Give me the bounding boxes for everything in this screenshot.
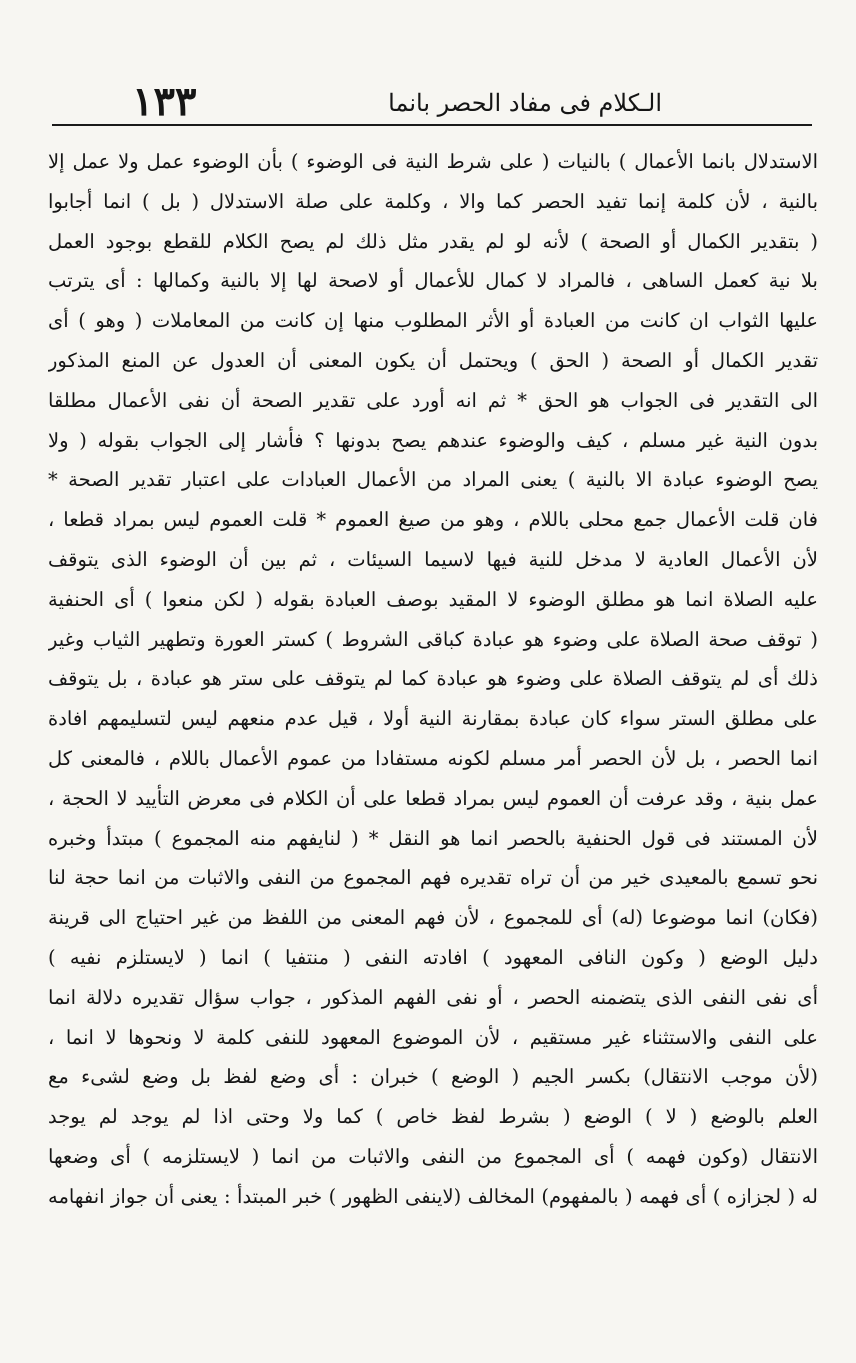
text-line-13: ( توقف صحة الصلاة على وضوء هو عبادة كباقى الشروط ) كستر العورة وتطهير الثياب وغير [48, 627, 818, 651]
text-line-27: له ( لجزازه ) أى فهمه ( بالمفهوم) المخالف (لاينفى الظهور ) خبر المبتدأ : يعنى أن جواز انفهامه [48, 1184, 818, 1208]
text-line-4: بلا نية كعمل الساهى ، فالمراد لا كمال للأعمال أو لاصحة لها إلا بالنية وكمالها : أى يترتب [48, 269, 818, 293]
text-line-15: على مطلق الستر سواء كان عبادة بمقارنة النية أولا ، قيل عدم منعهم ليس لتسليمهم افادة [48, 707, 818, 731]
text-line-21: دليل الوضع ( وكون النافى المعهود ) افادته النفى ( منتفيا ) انما ( لايستلزم نفيه ) [48, 945, 818, 969]
text-line-16: انما الحصر ، بل لأن الحصر أمر مسلم لكونه مستفادا من عموم الأعمال باللام ، فالمعنى كل [48, 746, 818, 770]
text-line-17: عمل بنية ، وقد عرفت أن العموم ليس بمراد قطعا على أن الكلام فى معرض التأييد لا الحجة ، [48, 786, 818, 810]
text-line-7: الى التقدير فى الجواب هو الحق * ثم انه أورد على تقدير الصحة أن نفى الأعمال مطلقا [48, 388, 818, 412]
text-line-9: يصح الوضوء عبادة الا بالنية ) يعنى المراد من الأعمال العبادات على اعتبار تقدير الصحة * [48, 468, 818, 492]
text-line-1: الاستدلال بانما الأعمال ) بالنيات ( على شرط النية فى الوضوء ) بأن الوضوء عمل ولا عمل إلا [48, 150, 818, 173]
text-line-25: العلم بالوضع ( لا ) الوضع ( بشرط لفظ خاص ) كما ولا وحتى اذا لم يوجد لم يوجد [48, 1105, 818, 1129]
text-line-12: عليه الصلاة انما هو مطلق الوضوء لا المقيد بوصف العبادة بقوله ( لكن منعوا ) أى الحنفية [48, 587, 818, 611]
text-line-19: نحو تسمع بالمعيدى خير من أن تراه تقديره فهم المجموع من النفى والاثبات من انما حجة لنا [48, 866, 818, 890]
text-line-26: الانتقال (وكون فهمه ) أى المجموع من النفى والاثبات من انما ( لايستلزمه ) أى وضعها [48, 1144, 818, 1168]
text-line-10: فان قلت الأعمال جمع محلى باللام ، وهو من صيغ العموم * قلت العموم ليس بمراد قطعا ، [48, 508, 818, 532]
text-line-6: تقدير الكمال أو الصحة ( الحق ) ويحتمل أن يكون المعنى أن العدول عن المنع المذكور [48, 348, 818, 372]
text-line-22: أى نفى النفى الذى يتضمنه الحصر ، أو نفى الفهم المذكور ، جواب سؤال تقديره دلالة انما [48, 985, 818, 1009]
text-line-14: ذلك أى لم يتوقف الصلاة على وضوء هو عبادة كما لم يتوقف على ستر هو عبادة ، بل يتوقف [48, 667, 818, 691]
text-line-3: ( بتقدير الكمال أو الصحة ) لأنه لو لم يقدر مثل ذلك لم يصح الكلام للقطع بوجود العمل [48, 229, 818, 253]
text-line-11: لأن الأعمال العادية لا مدخل للنية فيها لاسيما السيئات ، ثم بين أن الوضوء الذى يتوقف [48, 547, 818, 571]
running-title: الـكلام فى مفاد الحصر بانما [388, 89, 662, 117]
text-line-24: (لأن موجب الانتقال) بكسر الجيم ( الوضع ) خبران : أى وضع لفظ بل وضع لشىء مع [48, 1065, 818, 1089]
page-header [52, 78, 812, 126]
text-line-23: على النفى والاستثناء غير مستقيم ، لأن الموضوع المعهود للنفى كلمة لا ونحوها لا انما ، [48, 1025, 818, 1049]
text-line-8: بدون النية غير مسلم ، كيف والوضوء عندهم يصح بدونها ؟ فأشار إلى الجواب بقوله ( ولا [48, 428, 818, 452]
text-line-5: عليها الثواب ان كانت من العبادة أو الأثر المطلوب منها إن كانت من المعاملات ( وهو ) أى [48, 309, 818, 333]
body-text [48, 142, 818, 1217]
text-line-20: (فكان) انما موضوعا (له) أى للمجموع ، لأن فهم المعنى من اللفظ من غير احتياج الى قرينة [48, 906, 818, 930]
text-line-2: بالنية ، لأن كلمة إنما تفيد الحصر كما والا ، وكلمة على صلة الاستدلال ( بل ) انما أجابوا [48, 189, 818, 213]
text-line-18: لأن المستند فى قول الحنفية بالحصر انما هو النقل * ( لنايفهم منه المجموع ) مبتدأ وخبره [48, 826, 818, 850]
page-number: ١٣٣ [132, 78, 197, 125]
